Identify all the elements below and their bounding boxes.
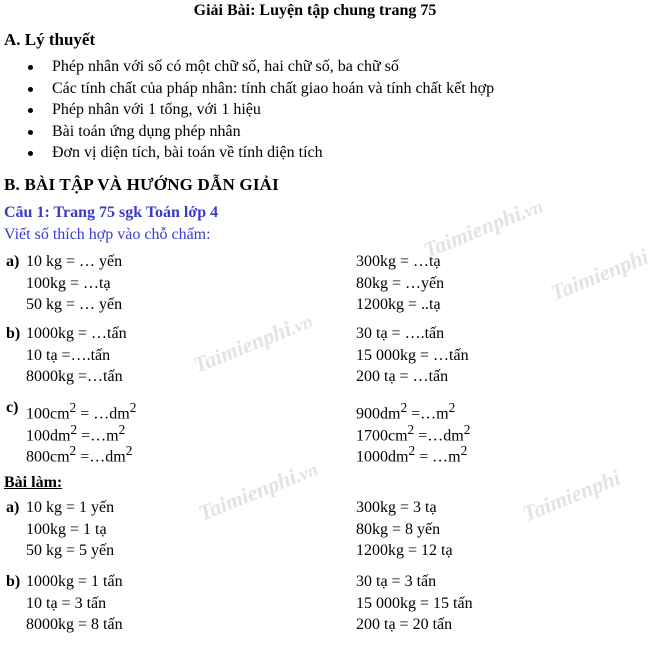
section-a-heading: A. Lý thuyết	[4, 30, 96, 49]
answer-group-b	[0, 571, 630, 636]
answer-item: 10 tạ = 3 tấn	[26, 594, 107, 612]
group-label: b)	[6, 573, 21, 590]
exercise-item: 1200kg = ..tạ	[356, 296, 441, 313]
watermark-logo: Taimienphi.vn	[419, 196, 546, 263]
list-item	[0, 56, 494, 78]
bullet-icon	[28, 87, 33, 92]
answer-row	[0, 519, 630, 541]
answer-item: 1000kg = 1 tấn	[26, 573, 123, 590]
group-label: b)	[6, 325, 21, 342]
bullet-icon	[28, 65, 33, 70]
answer-item: 8000kg = 8 tấn	[26, 616, 123, 633]
watermark-logo: Taimienphi	[546, 243, 652, 306]
list-item	[0, 78, 494, 100]
list-item	[0, 121, 494, 143]
watermark-logo: Taimienphi.vn	[189, 311, 316, 378]
answer-item: 300kg = 3 tạ	[356, 499, 437, 516]
list-item-text: Đơn vị diện tích, bài toán về tính diện tích	[52, 144, 323, 162]
list-item-text: Các tính chất của pháp nhân: tính chất giao hoán và tính chất kết hợp	[52, 79, 495, 97]
exercise-item: $900dm^2$ $=\dots m^2$	[356, 400, 456, 423]
answer-heading: Bài làm:	[4, 474, 63, 491]
answer-item: 80kg = 8 yến	[356, 520, 441, 538]
exercise-row	[0, 397, 630, 423]
list-item	[0, 99, 494, 121]
exercise-row	[0, 294, 630, 316]
theory-list	[0, 56, 494, 164]
bullet-icon	[28, 108, 33, 113]
bullet-icon	[28, 130, 33, 135]
exercise-row	[0, 366, 630, 388]
answer-item: 15 000kg = 15 tấn	[356, 594, 473, 612]
exercise-item: 200 tạ = …tấn	[356, 368, 449, 385]
list-item-text: Phép nhân với 1 tổng, với 1 hiệu	[52, 101, 261, 119]
exercise-item: 15 000kg = …tấn	[356, 346, 469, 364]
group-label: a)	[6, 253, 20, 270]
exercise-item: $100cm^2$ = $\dots dm^2$	[26, 400, 137, 423]
answer-item: 1200kg = 12 tạ	[356, 542, 453, 559]
exercise-group-b	[0, 323, 630, 388]
answer-row	[0, 497, 630, 519]
answer-item: 100kg = 1 tạ	[26, 520, 107, 538]
answer-row	[0, 540, 630, 562]
answer-row	[0, 571, 630, 593]
watermark-logo: Taimienphi	[518, 464, 624, 527]
exercise-item: 8000kg =…tấn	[26, 368, 123, 385]
answer-item: 50 kg = 5 yến	[26, 542, 115, 559]
exercise-item: 30 tạ = ….tấn	[356, 325, 445, 342]
exercise-item: $1700cm^2$ $=\dots dm^2$	[356, 421, 471, 444]
exercise-row	[0, 273, 630, 295]
exercise-group-a	[0, 251, 630, 316]
exercise-row	[0, 419, 630, 444]
exercise-row	[0, 323, 630, 345]
question-title: Câu 1: Trang 75 sgk Toán lớp 4	[4, 204, 219, 221]
exercise-item: 50 kg = … yến	[26, 296, 123, 313]
watermark-logo: Taimienphi.vn	[194, 459, 321, 526]
answer-row	[0, 593, 630, 615]
section-b-heading: B. BÀI TẬP VÀ HƯỚNG DẪN GIẢI	[4, 175, 279, 194]
exercise-row	[0, 440, 630, 466]
exercise-item: 100kg = …tạ	[26, 274, 111, 292]
answer-item: 10 kg = 1 yến	[26, 499, 115, 516]
bullet-icon	[28, 151, 33, 156]
exercise-group-c	[0, 397, 630, 466]
exercise-item: 10 kg = … yến	[26, 253, 123, 270]
page-title: Giải Bài: Luyện tập chung trang 75	[193, 2, 437, 19]
exercise-item: 80kg = …yến	[356, 274, 445, 292]
list-item	[0, 142, 494, 164]
exercise-item: $1000dm^2$ = $\dots m^2$	[356, 443, 468, 466]
answer-row	[0, 614, 630, 636]
exercise-item: $800cm^2$ $=\dots dm^2$	[26, 443, 133, 466]
group-label: a)	[6, 499, 20, 516]
exercise-item: $100dm^2$ $=\dots m^2$	[26, 421, 126, 444]
answer-item: 30 tạ = 3 tấn	[356, 573, 437, 590]
group-label: c)	[6, 399, 19, 416]
exercise-item: 10 tạ =….tấn	[26, 346, 111, 364]
question-instruction: Viết số thích hợp vào chỗ chấm:	[4, 226, 211, 243]
exercise-row	[0, 251, 630, 273]
exercise-item: 1000kg = …tấn	[26, 325, 127, 342]
list-item-text: Phép nhân với số có một chữ số, hai chữ số, ba chữ số	[52, 58, 399, 75]
exercise-row	[0, 345, 630, 367]
answer-item: 200 tạ = 20 tấn	[356, 616, 453, 633]
exercise-item: 300kg = …tạ	[356, 253, 441, 270]
list-item-text: Bài toán ứng dụng phép nhân	[52, 122, 241, 140]
answer-group-a	[0, 497, 630, 562]
